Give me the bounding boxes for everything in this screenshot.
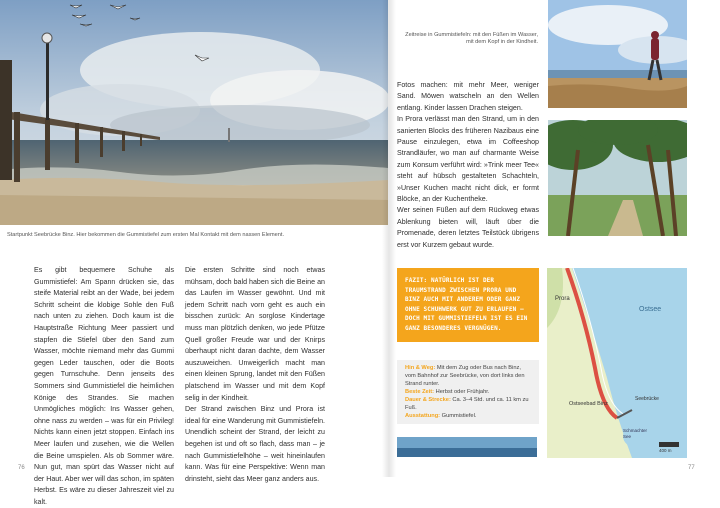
info-list [397,360,539,424]
info-text: Herbst oder Frühjahr. [434,389,490,395]
info-row [405,364,531,388]
beach-walker-photo [548,0,687,108]
page-number-left: 76 [18,465,25,471]
left-text-column-1: Es gibt bequemere Schuhe als Gummistiefel: Am Spann drücken sie, das steife Material reibt an der Wade, bei jedem Schritt scheint die klobige Sohle den Fuß nach unten zu ziehen. Doch kaum ist die Hauptstraße Richtung Meer passiert und stapfen die Stiefel über den Sand zum Wasser, möchte niemand mehr das Gummi gegen Leder tauschen, oder die Boots gegen Turnschuhe. Denn jenseits des Sommers sind Gummistiefel die heimlichen Könige des Strandes. Sie machen Unmögliches möglich: Ins Wasser gehen, ohne nass zu werden – was für ein Privileg! Nichts kann einen jetzt stoppen. Einfach ins Meer laufen und zusehen, wie die Wellen die Beine umspielen. Als ob Sommer wäre. Nun gut, man spürt das Wasser nicht auf der Haut. Aber wer will das schon, im späten Herbst. Es wäre zu dieser Jahreszeit viel zu kalt. [34,266,174,506]
info-text: Ca. 3–4 Std. und ca. 11 km zu Fuß. [405,397,529,411]
fazit-box: FAZIT: NATÜRLICH IST DER TRAUMSTRAND ZWISCHEN PRORA UND BINZ AUCH MIT ANDEREM ODER GANZ OHNE SCHUHWERK GUT ZU ERLAUFEN – DOCH MIT GUMMISTIEFELN IST ES EIN GANZ BESONDERES VERGNÜGEN. [397,268,539,342]
map-town-prora: Prora [555,296,570,302]
pier-photo [0,0,388,225]
left-text-column-2: Die ersten Schritte sind noch etwas mühsam, doch bald haben sich die Beine an das Laufen im Wasser gewöhnt. Und mit jedem Schritt nach vorn geht es auch ein bisschen zurück: An sorglose Kindertage muss man plötzlich denken, wo jede Pfütze Quell großer Freude war und der Knirps überhaupt nicht daran dachte, dem Wasser auszuweichen. Unweigerlich macht man einen kleinen Sprung, landet mit den Füßen platschend im Wasser und mit dem Kopf selig in der Kindheit. Der Strand zwischen Binz und Prora ist ideal für eine Wanderung mit Gummistiefeln. Unendlich scheint der Strand, der leicht zu begehen ist und oft so flach, dass man – je nach Gummistiefelhöhe – weit hineinlaufen kann. Was für eine Perspektive: Wenn man drinsteht, sieht das Meer ganz anders aus. [185,266,325,483]
photo-caption: Startpunkt Seebrücke Binz. Hier bekommen die Gummistiefel zum ersten Mal Kontakt mit dem nassen Element. [7,232,285,238]
route-map [547,268,687,458]
top-caption: Zeitreise in Gummistiefeln: mit den Füßen im Wasser, mit dem Kopf in der Kindheit. [405,32,538,45]
info-row [405,412,531,420]
page-number-right: 77 [688,465,695,471]
map-pier-label: Seebrücke [635,396,659,402]
info-label: Dauer & Strecke: [405,397,451,403]
info-label: Beste Zeit: [405,389,435,395]
book-spine [382,0,396,477]
info-row [405,388,531,396]
info-text: Gummistiefel. [440,413,477,419]
right-text-block: Fotos machen: mit mehr Meer, weniger Sand. Möwen watscheln an den Wellen entlang. Kinder lassen Drachen steigen. In Prora verlässt man den Strand, um in den sanierten Blocks des früheren Nazibaus eine Pause einzulegen, etwa im Coffeeshop Strandläufer, wo man auf charmante Weise zum Konsum verführt wird: »Trink meer Tee« steht auf hübsch gestalteten Schachteln, »Unser Kuchen macht nicht dick, er formt Blöcke, an der Kuchentheke. Wer seinen Füßen auf dem Rückweg etwas Ablenkung bieten will, läuft über die Promenade, deren letztes Teilstück übrigens erst vor Kurzem gebaut wurde. [397,81,539,249]
map-scale-label: 400 m [659,448,672,453]
map-sea-label: Ostsee [639,306,662,313]
forest-beach-photo [548,120,687,236]
info-text: Mit dem Zug oder Bus nach Binz, vom Bahnhof zur Seebrücke, von dort links den Strand runter. [405,365,525,387]
map-lake-label: Schmachter See [623,428,648,439]
info-row [405,396,531,412]
map-town-binz: Ostseebad Binz [569,401,608,407]
info-label: Ausstattung: [405,413,441,419]
info-label: Hin & Weg: [405,365,436,371]
sea-strip-photo [397,437,537,457]
